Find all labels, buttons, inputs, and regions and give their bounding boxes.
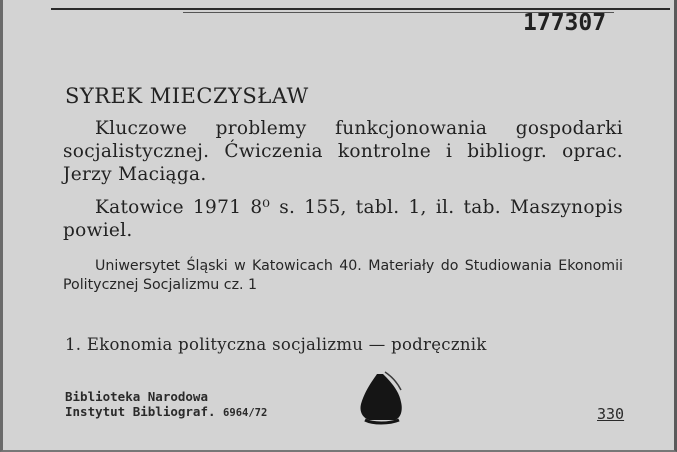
library-code: 6964/72 (223, 407, 268, 419)
title-statement: Kluczowe problemy funkcjonowania gospodarki socjalistycznej. Ćwiczenia kontrolne i bibliogr. oprac. Jerzy Maciąga. (63, 118, 623, 185)
library-institute-name: Instytut Bibliograf. (65, 404, 216, 419)
call-number: 177307 (523, 10, 607, 36)
library-emblem-icon (355, 368, 407, 428)
subject-heading: 1. Ekonomia polityczna socjalizmu — podręcznik (65, 335, 487, 354)
author-heading: SYREK MIECZYSŁAW (65, 84, 309, 108)
series-statement: Uniwersytet Śląski w Katowicach 40. Materiały do Studiowania Ekonomii Politycznej Socjalizmu cz. 1 (63, 258, 623, 293)
imprint-statement: Katowice 1971 8⁰ s. 155, tabl. 1, il. tab. Maszynopis powiel. (63, 197, 623, 241)
library-name: Biblioteka Narodowa (65, 389, 208, 404)
library-imprint (65, 389, 267, 421)
page-number: 330 (597, 405, 625, 423)
library-institute (65, 404, 267, 421)
